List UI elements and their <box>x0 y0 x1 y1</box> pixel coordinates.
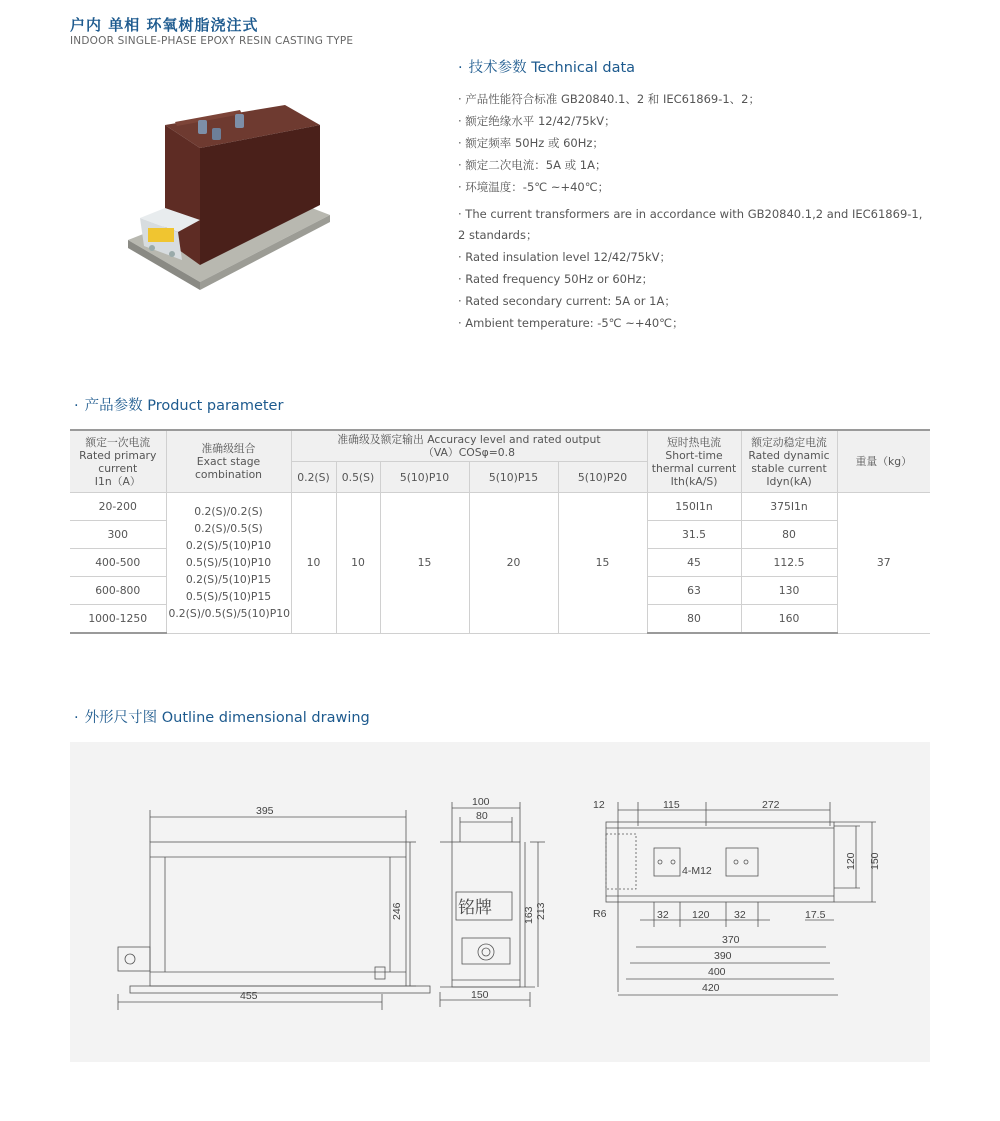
spec-zh-item: · 额定二次电流：5A 或 1A； <box>458 158 607 172</box>
technical-title: · 技术参数 Technical data <box>458 60 636 76</box>
spec-zh-item: · 额定绝缘水平 12/42/75kV； <box>458 114 616 128</box>
dim-plan-r6: R6 <box>593 908 607 920</box>
cell-primary: 600-800 <box>70 577 166 605</box>
drawing-title: · 外形尺寸图 Outline dimensional drawing <box>74 710 370 726</box>
header-sub: 5(10)P20 <box>558 462 647 493</box>
dim-plan-400: 400 <box>708 966 726 978</box>
dim-plan-h150: 150 <box>869 852 881 870</box>
spec-zh-item: · 环境温度：-5℃ ~+40℃； <box>458 180 610 194</box>
product-photo <box>120 100 340 300</box>
dim-plan-115: 115 <box>663 799 680 811</box>
dim-side-outer: 100 <box>472 796 490 808</box>
cell-weight: 37 <box>837 493 930 634</box>
dim-side-163: 163 <box>523 906 535 924</box>
header-weight: 重量（kg） <box>837 430 930 493</box>
spec-zh-item: · 产品性能符合标准 GB20840.1、2 和 IEC61869-1、2； <box>458 92 761 106</box>
spec-zh-item: · 额定频率 50Hz 或 60Hz； <box>458 136 604 150</box>
header-sub: 0.2(S) <box>291 462 336 493</box>
dim-front-height: 246 <box>391 902 403 920</box>
product-title: · 产品参数 Product parameter <box>74 398 284 414</box>
cell-dynamic: 112.5 <box>741 549 837 577</box>
product-parameter-table <box>70 429 930 634</box>
cell-short-time: 80 <box>647 605 741 634</box>
drawing-area <box>70 742 930 1062</box>
dim-front-top: 395 <box>256 805 274 817</box>
cell-output: 20 <box>469 493 558 634</box>
technical-list <box>458 88 948 334</box>
cell-primary: 1000-1250 <box>70 605 166 634</box>
cell-short-time: 63 <box>647 577 741 605</box>
dim-side-inner: 80 <box>476 810 488 822</box>
spec-en-item: · Rated insulation level 12/42/75kV； <box>458 250 672 264</box>
dim-side-bottom: 150 <box>471 989 489 1001</box>
header-dynamic: 额定动稳定电流 Rated dynamic stable current Idyn(kA) <box>741 430 837 493</box>
spec-en-item: · The current transformers are in accordance with GB20840.1,2 and IEC61869-1, 2 standards； <box>458 207 923 242</box>
cell-dynamic: 160 <box>741 605 837 634</box>
cell-dynamic: 80 <box>741 521 837 549</box>
header-sub: 5(10)P10 <box>380 462 469 493</box>
cell-short-time: 45 <box>647 549 741 577</box>
dim-plan-h120: 120 <box>845 852 857 870</box>
dim-plan-hole: 4-M12 <box>682 865 712 877</box>
dim-plan-272: 272 <box>762 799 780 811</box>
cell-primary: 20-200 <box>70 493 166 521</box>
cell-output: 15 <box>558 493 647 634</box>
dim-front-bottom: 455 <box>240 990 258 1002</box>
side-view <box>440 802 545 1007</box>
header-rated-primary: 额定一次电流 Rated primary current I1n（A） <box>70 430 166 493</box>
cell-short-time: 150I1n <box>647 493 741 521</box>
dim-plan-390: 390 <box>714 950 732 962</box>
cell-primary: 300 <box>70 521 166 549</box>
header-short-time: 短时热电流 Short-time thermal current Ith(kA/S) <box>647 430 741 493</box>
dim-plan-420: 420 <box>702 982 720 994</box>
cell-combinations: 0.2(S)/0.2(S) 0.2(S)/0.5(S) 0.2(S)/5(10)P10 0.5(S)/5(10)P10 0.2(S)/5(10)P15 0.5(S)/5(10)P15 0.2(S)/0.5(S)/5(10)P10 <box>166 493 291 634</box>
cell-output: 15 <box>380 493 469 634</box>
header-accuracy: 准确级及额定输出 Accuracy level and rated output （VA）COSφ=0.8 <box>291 430 647 462</box>
spec-en-item: · Rated secondary current: 5A or 1A； <box>458 294 676 308</box>
dim-plan-32b: 32 <box>734 909 746 921</box>
cell-output: 10 <box>336 493 380 634</box>
cell-output: 10 <box>291 493 336 634</box>
cell-dynamic: 375I1n <box>741 493 837 521</box>
outline-drawing <box>70 742 930 1062</box>
header-sub: 0.5(S) <box>336 462 380 493</box>
header-exact-stage: 准确级组合 Exact stage combination <box>166 430 291 493</box>
dim-plan-12: 12 <box>593 799 605 811</box>
dim-side-213: 213 <box>535 902 547 920</box>
dim-plan-17-5: 17.5 <box>805 909 826 921</box>
dim-plan-32a: 32 <box>657 909 669 921</box>
spec-en-item: · Ambient temperature: -5℃ ~+40℃； <box>458 316 684 330</box>
front-view <box>118 810 430 1010</box>
cell-dynamic: 130 <box>741 577 837 605</box>
page-title: 户内 单相 环氧树脂浇注式 <box>70 16 259 34</box>
nameplate-label: 铭牌 <box>458 898 492 917</box>
page-subtitle: INDOOR SINGLE-PHASE EPOXY RESIN CASTING TYPE <box>70 35 354 47</box>
spec-en-item: · Rated frequency 50Hz or 60Hz； <box>458 272 654 286</box>
dim-plan-120: 120 <box>692 909 710 921</box>
cell-short-time: 31.5 <box>647 521 741 549</box>
header-sub: 5(10)P15 <box>469 462 558 493</box>
dim-plan-370: 370 <box>722 934 740 946</box>
cell-primary: 400-500 <box>70 549 166 577</box>
plan-view <box>606 802 876 995</box>
